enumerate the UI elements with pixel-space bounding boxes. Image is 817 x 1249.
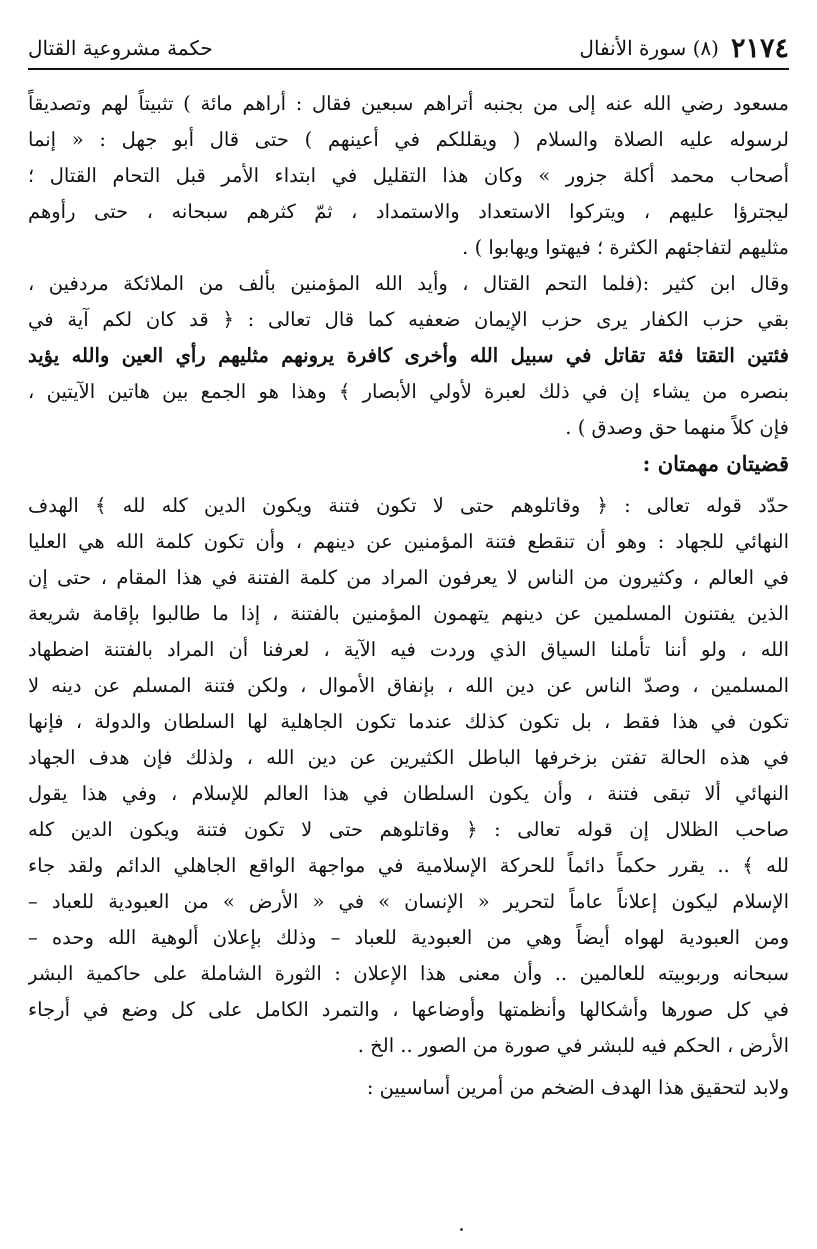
text-line: ليجترؤا عليهم ، ويتركوا الاستعداد والاستمداد ، ثمّ كثرهم سبحانه ، حتى رأوهم [28,200,789,223]
surah-title: (٨) سورة الأنفال [579,36,719,60]
text-line: لرسوله عليه الصلاة والسلام ( ويقللكم في أعينهم ) حتى قال أبو جهل : « إنما [28,128,789,151]
page-header [28,28,789,70]
quran-verse-line: فئتين التقتا فئة تقاتل في سبيل الله وأخرى كافرة يرونهم مثليهم رأي العين والله يؤيد [28,344,789,367]
text-line: سبحانه وربوبيته للعالمين .. وأن معنى هذا الإعلان : الثورة الشاملة على حاكمية البشر [28,962,789,985]
text-line: في كل صورها وأشكالها وأنظمتها وأوضاعها ، والتمرد الكامل على كل وضع في أرجاء [28,998,789,1021]
text-line: لله ﴾ .. يقرر حكماً دائماً للحركة الإسلامية في مواجهة الواقع الجاهلي الدائم ولقد جاء [28,854,789,877]
text-line: بقي حزب الكفار يرى حزب الإيمان ضعفيه كما قال تعالى : ﴿ قد كان لكم آية في [28,308,789,331]
section-heading: قضيتان مهمتان : [642,451,789,476]
text-line: أصحاب محمد أكلة جزور » وكان هذا التقليل في ابتداء الأمر قبل التحام القتال ؛ [28,164,789,187]
text-line: مسعود رضي الله عنه إلى من بجنبه أتراهم سبعين فقال : أراهم مائة ) تثبيتاً لهم وتصديقاً [28,92,789,115]
text-line: الأرض ، الحكم فيه للبشر في صورة من الصور .. الخ . [357,1034,789,1057]
body-text [28,86,789,1106]
text-line: تكون في هذا فقط ، بل تكون كذلك عندما تكون الجاهلية لها السلطان والدولة ، فإنها [28,710,789,733]
text-line: ومن العبودية لهواه أيضاً وهي من العبودية للعباد – وذلك بإعلان ألوهية الله وحده – [28,926,789,949]
text-line: بنصره من يشاء إن في ذلك لعبرة لأولي الأبصار ﴾ وهذا هو الجمع بين هاتين الآيتين ، [28,380,789,403]
text-line: المسلمين ، وصدّ الناس عن دين الله ، بإنفاق الأموال ، ولكن فتنة المسلم عن دينه لا [28,674,789,697]
chapter-title: حكمة مشروعية القتال [28,36,213,60]
text-line: في العالم ، وكثيرون من الناس لا يعرفون المراد من كلمة الفتنة في هذا المقام ، حتى إن [28,566,789,589]
page-number: ٢١٧٤ [730,32,789,64]
text-line: ولابد لتحقيق هذا الهدف الضخم من أمرين أساسيين : [366,1076,789,1099]
text-line: صاحب الظلال إن قوله تعالى : ﴿ وقاتلوهم حتى لا تكون فتنة ويكون الدين كله [28,818,789,841]
text-line: النهائي للجهاد : وهو أن تنقطع فتنة المؤمنين عن دينهم ، وأن تكون كلمة الله هي العليا [28,530,789,553]
text-line: فإن كلاً منهما حق وصدق ) . [565,416,789,439]
header-right [579,33,789,64]
text-line: مثليهم لتفاجئهم الكثرة ؛ فيهتوا ويهابوا ) . [462,236,789,259]
text-line: في هذه الحالة تفتن بزخرفها الباطل الكثيرين عن دين الله ، ولذلك فإن هدف الجهاد [28,746,789,769]
text-line: النهائي ألا تبقى فتنة ، وأن يكون السلطان في هذا العالم للإسلام ، وفي هذا يقول [28,782,789,805]
text-line: الذين يفتنون المسلمين عن دينهم يتهمون المؤمنين بالفتنة ، إذا ما طالبوا بإقامة شريعة [28,602,789,625]
text-line: الله ، ولو أننا تأملنا السياق الذي وردت فيه الآية ، لعرفنا أن المراد بالفتنة اضطهاد [28,638,789,661]
text-line: وقال ابن كثير :(فلما التحم القتال ، وأيد الله المؤمنين بألف من الملائكة مردفين ، [28,272,789,295]
text-line: الإسلام ليكون إعلاناً عاماً لتحرير « الإنسان » في « الأرض » من العبودية للعباد – [28,890,789,913]
text-line: حدّد قوله تعالى : ﴿ وقاتلوهم حتى لا تكون فتنة ويكون الدين كله لله ﴾ الهدف [28,494,789,517]
footer-mark [460,1228,463,1231]
